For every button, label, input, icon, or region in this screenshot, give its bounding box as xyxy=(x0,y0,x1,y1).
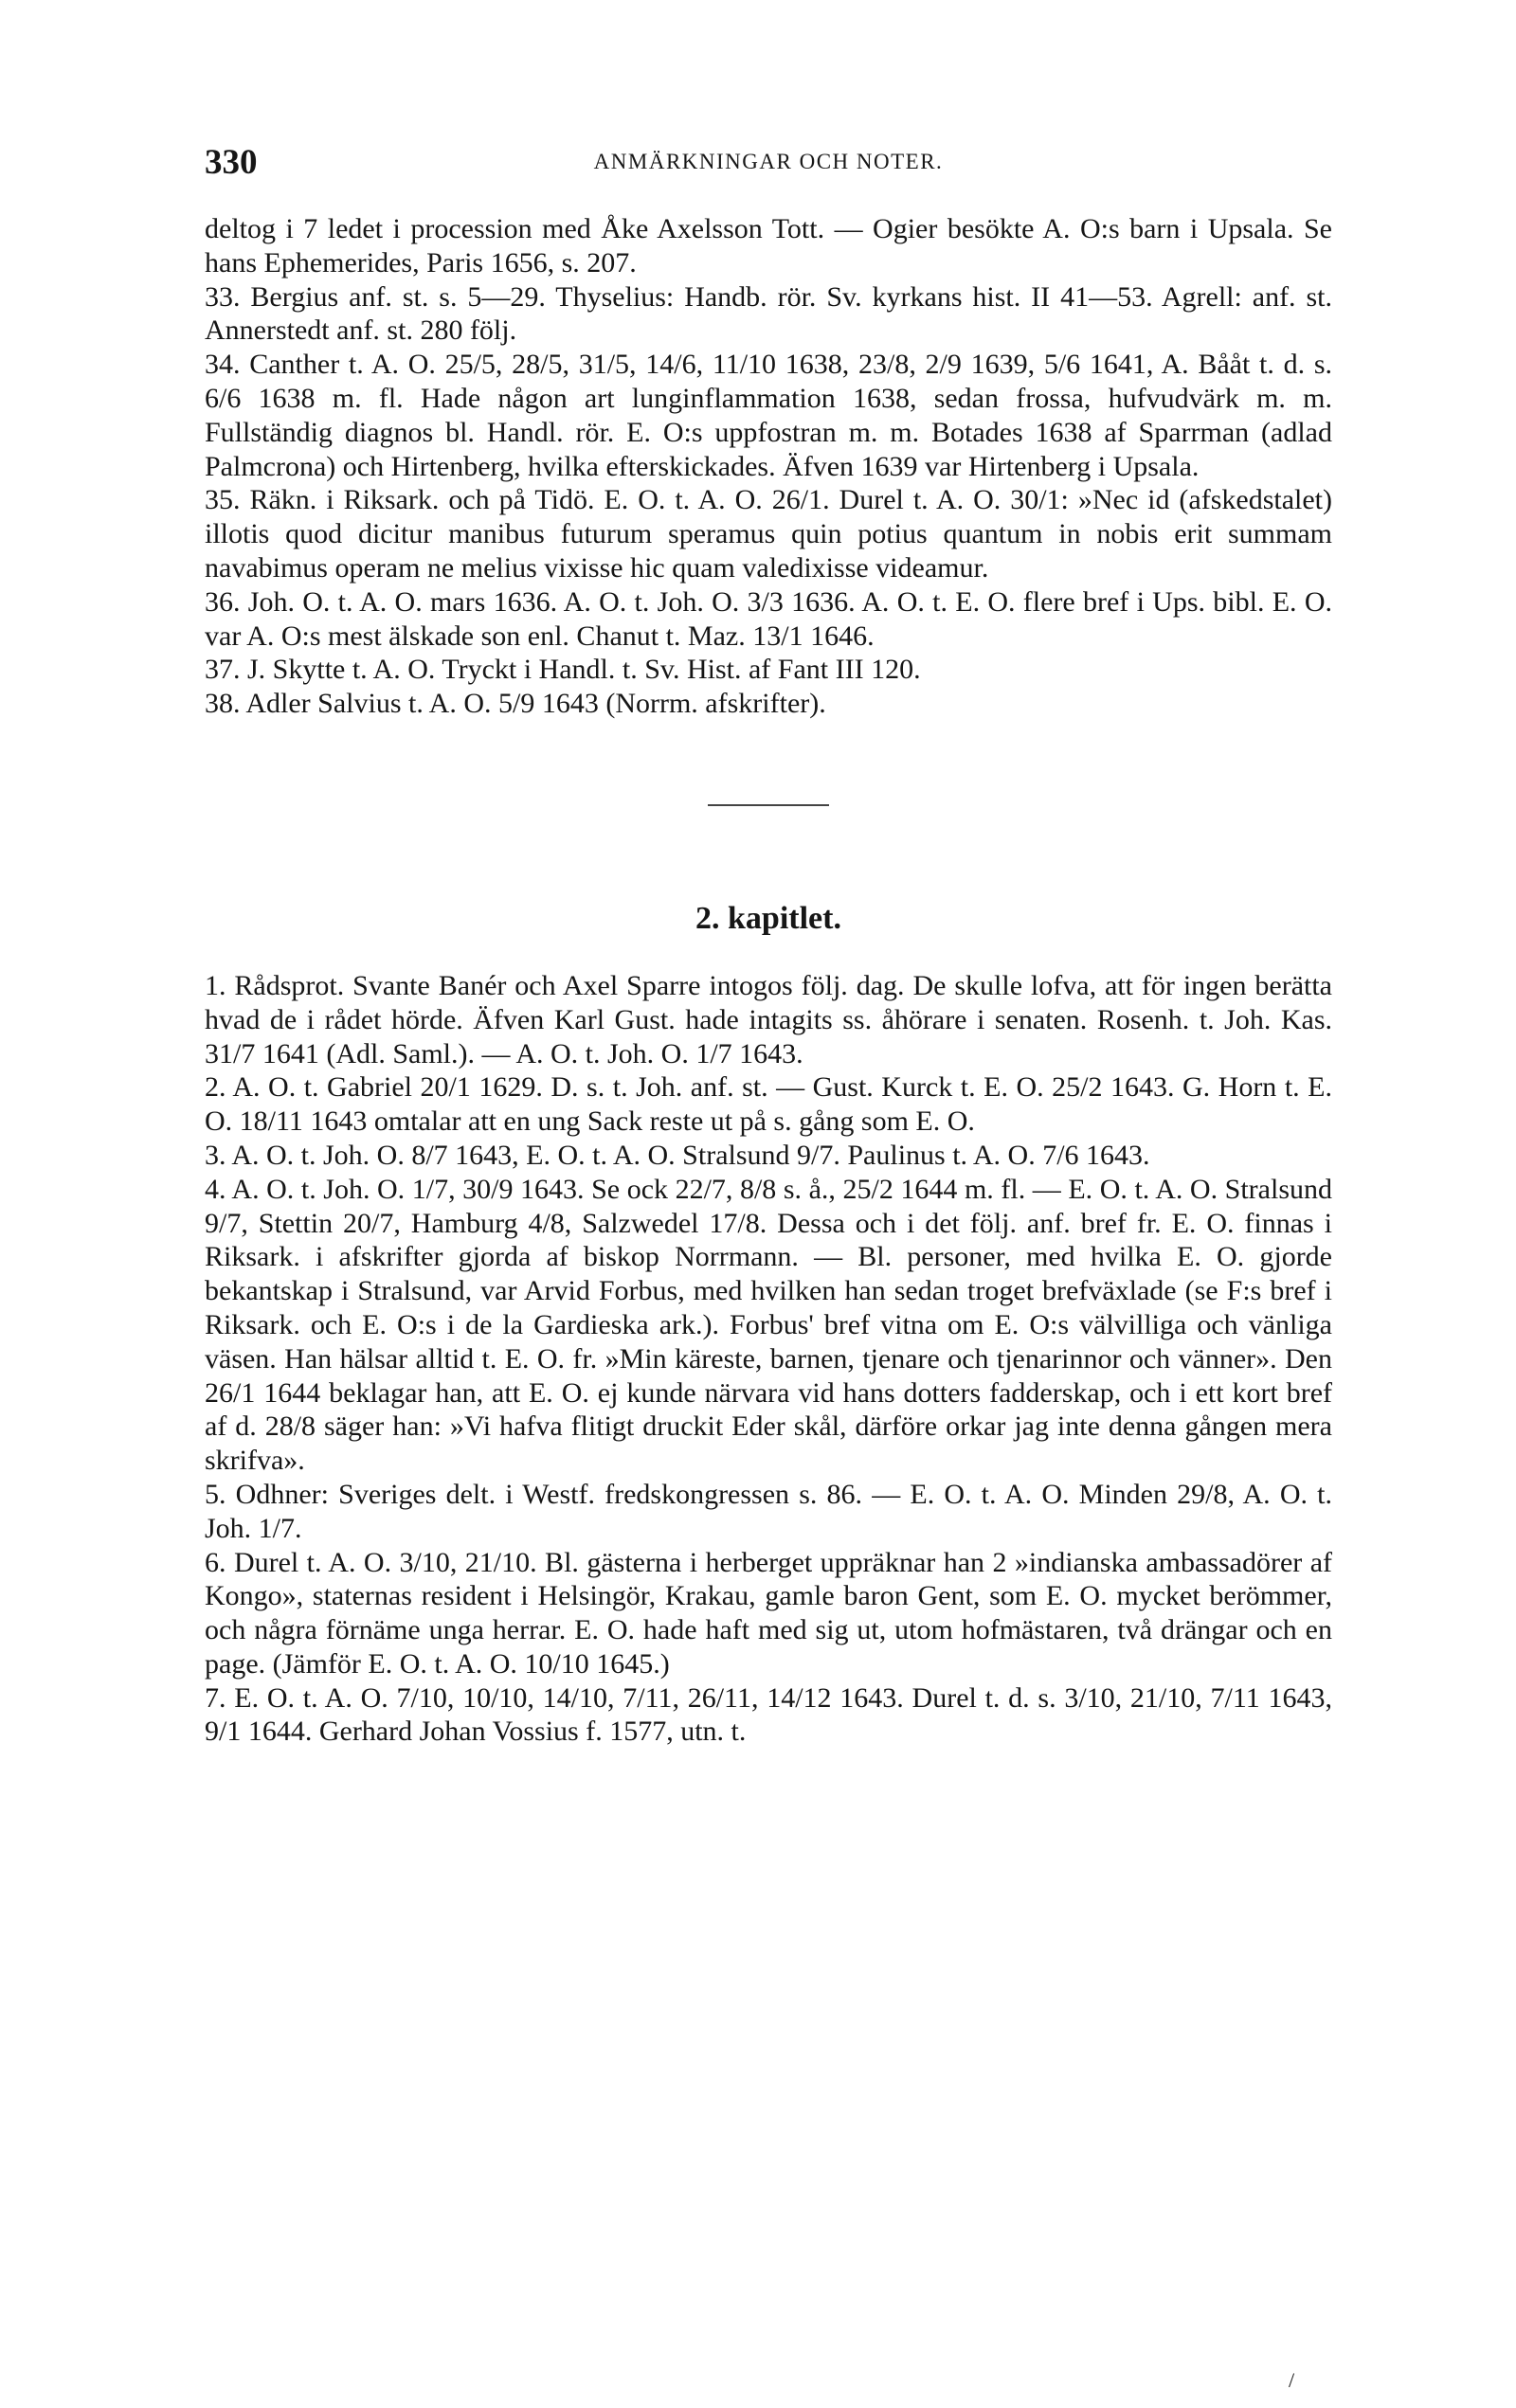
page-number: 330 xyxy=(205,143,258,182)
notes-block-top xyxy=(205,212,1332,721)
note-33: 33. Bergius anf. st. s. 5—29. Thyselius: Handb. rör. Sv. kyrkans hist. II 41—53. Agrell: anf. st. Annerstedt anf. st. 280 följ. xyxy=(205,280,1332,347)
note-38: 38. Adler Salvius t. A. O. 5/9 1643 (Norrm. afskrifter). xyxy=(205,688,826,720)
chapter-note-6: 6. Durel t. A. O. 3/10, 21/10. Bl. gästerna i herberget uppräknar han 2 »indianska ambassadörer af Kongo», staternas resident i Helsingör, Krakau, gamle baron Gent, som E. O. mycket berömmer, och några förnäme unga herrar. E. O. hade haft med sig ut, utom hofmästaren, två drängar och en page. (Jämför E. O. t. A. O. 10/10 1645.) xyxy=(205,1546,1332,1680)
note-paragraph: deltog i 7 ledet i procession med Åke Axelsson Tott. — Ogier besökte A. O:s barn i Upsala. Se hans Ephemerides, Paris 1656, s. 207. xyxy=(205,213,1332,279)
chapter-note-7: 7. E. O. t. A. O. 7/10, 10/10, 14/10, 7/11, 26/11, 14/12 1643. Durel t. d. s. 3/10, 21/10, 7/11 1643, 9/1 1644. Gerhard Johan Vossius f. 1577, utn. t. xyxy=(205,1681,1332,1748)
chapter-note-3: 3. A. O. t. Joh. O. 8/7 1643, E. O. t. A. O. Stralsund 9/7. Paulinus t. A. O. 7/6 1643. xyxy=(205,1139,1150,1171)
chapter-note-5: 5. Odhner: Sveriges delt. i Westf. fredskongressen s. 86. — E. O. t. A. O. Minden 29/8, A. O. t. Joh. 1/7. xyxy=(205,1478,1332,1544)
section-divider xyxy=(708,804,829,806)
note-36: 36. Joh. O. t. A. O. mars 1636. A. O. t. Joh. O. 3/3 1636. A. O. t. E. O. flere bref i Ups. bibl. E. O. var A. O:s mest älskade son enl. Chanut t. Maz. 13/1 1646. xyxy=(205,585,1332,652)
stray-mark: / xyxy=(1289,2368,1295,2392)
note-35: 35. Räkn. i Riksark. och på Tidö. E. O. t. A. O. 26/1. Durel t. A. O. 30/1: »Nec id (afskedstalet) illotis quod dicitur manibus futurum speramus quin potius quantum in nobis erit summam navabimus operam ne melius vixisse hic quam valedixisse videamur. xyxy=(205,484,1332,584)
note-37: 37. J. Skytte t. A. O. Tryckt i Handl. t. Sv. Hist. af Fant III 120. xyxy=(205,654,921,686)
note-34: 34. Canther t. A. O. 25/5, 28/5, 31/5, 14/6, 11/10 1638, 23/8, 2/9 1639, 5/6 1641, A. Bååt t. d. s. 6/6 1638 m. fl. Hade någon art lunginflammation 1638, sedan frossa, hufvudvärk m. m. Fullständig diagnos bl. Handl. rör. E. O:s uppfostran m. m. Botades 1638 af Sparrman (adlad Palmcrona) och Hirtenberg, hvilka efterskickades. Äfven 1639 var Hirtenberg i Upsala. xyxy=(205,349,1332,482)
page-header xyxy=(205,142,1332,199)
running-head: ANMÄRKNINGAR OCH NOTER. xyxy=(593,150,944,173)
page xyxy=(205,142,1332,1749)
chapter-note-2: 2. A. O. t. Gabriel 20/1 1629. D. s. t. Joh. anf. st. — Gust. Kurck t. E. O. 25/2 1643. G. Horn t. E. O. 18/11 1643 omtalar att en ung Sack reste ut på s. gång som E. O. xyxy=(205,1071,1332,1138)
chapter-note-1: 1. Rådsprot. Svante Banér och Axel Sparre intogos följ. dag. De skulle lofva, att för ingen berätta hvad de i rådet hörde. Äfven Karl Gust. hade intagits ss. åhörare i senaten. Rosenh. t. Joh. Kas. 31/7 1641 (Adl. Saml.). — A. O. t. Joh. O. 1/7 1643. xyxy=(205,969,1332,1069)
notes-block-chapter xyxy=(205,969,1332,1749)
chapter-note-4: 4. A. O. t. Joh. O. 1/7, 30/9 1643. Se ock 22/7, 8/8 s. å., 25/2 1644 m. fl. — E. O. t. A. O. Stralsund 9/7, Stettin 20/7, Hamburg 4/8, Salzwedel 17/8. Dessa och i det följ. anf. bref fr. E. O. finnas i Riksark. i afskrifter gjorda af biskop Norrmann. — Bl. personer, med hvilka E. O. gjorde bekantskap i Stralsund, var Arvid Forbus, med hvilken han sedan troget brefväxlade (se F:s bref i Riksark. och E. O:s i de la Gardieska ark.). Forbus' bref vitna om E. O:s välvilliga och vänliga väsen. Han hälsar alltid t. E. O. fr. »Min käreste, barnen, tjenare och tjenarinnor och vänner». Den 26/1 1644 beklagar han, att E. O. ej kunde närvara vid hans dotters fadderskap, och i ett kort bref af d. 28/8 säger han: »Vi hafva flitigt druckit Eder skål, därföre orkar jag inte denna gången mera skrifva». xyxy=(205,1173,1332,1477)
chapter-title: 2. kapitlet. xyxy=(695,900,841,936)
